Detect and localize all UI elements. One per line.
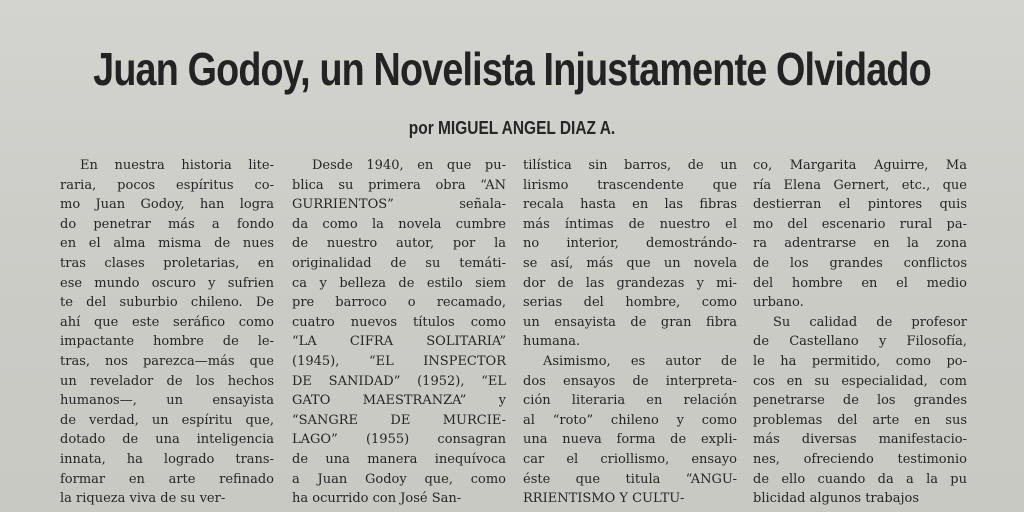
text-line: nes, ofreciendo testimonio xyxy=(753,451,967,467)
text-line: una nueva forma de expli- xyxy=(523,432,737,448)
text-line: de una manera inequívoca xyxy=(292,451,506,467)
text-line: ría Elena Gernert, etc., que xyxy=(753,177,967,193)
text-line: raria, pocos espíritus co- xyxy=(60,177,274,193)
text-line: En nuestra historia lite- xyxy=(80,158,274,173)
text-line: destierran el pintores quis xyxy=(753,197,967,213)
text-line: recala hasta en las fibras xyxy=(523,197,737,213)
text-line: de verdad, un espíritu que, xyxy=(60,412,274,428)
text-line: mo del escenario rural pa- xyxy=(753,216,967,232)
text-column-4 xyxy=(753,156,967,509)
paragraph xyxy=(753,313,967,509)
text-line: tilística sin barros, de un xyxy=(523,158,737,173)
text-line: GURRIENTOS” señala- xyxy=(292,197,506,213)
text-line: blica su primera obra “AN xyxy=(292,177,506,193)
text-line: se así, más que un novela xyxy=(523,255,737,271)
article-title: Juan Godoy, un Novelista Injustamente Olvidado xyxy=(93,43,931,95)
text-line: do penetrar más a fondo xyxy=(60,216,274,232)
text-line: dor de las grandezas y mi- xyxy=(523,275,737,291)
text-line: más íntimas de nuestro el xyxy=(523,216,737,232)
text-line: problemas del arte en sus xyxy=(753,412,967,428)
text-line: tras clases proletarias, en xyxy=(60,255,274,271)
text-line: a Juan Godoy que, como xyxy=(292,471,506,487)
text-line: GATO MAESTRANZA” y xyxy=(292,393,506,409)
paragraph xyxy=(60,156,274,509)
text-line: Desde 1940, en que pu- xyxy=(312,158,506,173)
text-line: “SANGRE DE MURCIE- xyxy=(292,412,506,428)
text-line: del hombre en el medio xyxy=(753,275,967,291)
text-column-2 xyxy=(292,156,506,509)
text-line: originalidad de su temáti- xyxy=(292,255,506,271)
text-line: cos en su especialidad, com xyxy=(753,373,967,389)
text-line: ca y belleza de estilo siem xyxy=(292,275,506,291)
text-line: co, Margarita Aguirre, Ma xyxy=(753,158,967,173)
paragraph xyxy=(753,156,967,313)
text-line: humana. xyxy=(523,334,581,350)
text-line: éste que titula “ANGU- xyxy=(523,471,737,487)
text-line: blicidad algunos trabajos xyxy=(753,491,919,507)
text-line: la riqueza viva de su ver- xyxy=(60,491,226,507)
text-column-1 xyxy=(60,156,274,509)
text-line: da como la novela cumbre xyxy=(292,216,506,232)
text-line: car el criollismo, ensayo xyxy=(523,451,737,467)
text-line: RRIENTISMO Y CULTU- xyxy=(523,491,685,507)
text-line: un revelador de los hechos xyxy=(60,373,274,389)
text-line: ra adentrarse en la zona xyxy=(753,236,967,252)
text-column-3 xyxy=(523,156,737,509)
text-line: ha ocurrido con José San- xyxy=(292,491,462,507)
text-line: ahí que este seráfico como xyxy=(60,314,274,330)
text-line: de Castellano y Filosofía, xyxy=(753,334,967,350)
text-line: urbano. xyxy=(753,295,804,311)
text-line: no interior, demostrándo- xyxy=(523,236,737,252)
text-line: impactante hombre de le- xyxy=(60,334,274,350)
text-line: innata, ha logrado trans- xyxy=(60,451,274,467)
text-line: ción literaria en relación xyxy=(523,393,737,409)
text-line: ese mundo oscuro y sufrien xyxy=(60,275,274,291)
paragraph xyxy=(292,156,506,509)
text-line: le ha permitido, como po- xyxy=(753,353,967,369)
text-line: LAGO” (1955) consagran xyxy=(292,432,506,448)
text-line: te del suburbio chileno. De xyxy=(60,295,274,311)
text-line: al “roto” chileno y como xyxy=(523,412,737,428)
text-line: pre barroco o recamado, xyxy=(292,295,506,311)
text-line: de nuestro autor, por la xyxy=(292,236,506,252)
text-line: tras, nos parezca—más que xyxy=(60,353,274,369)
text-line: Asimismo, es autor de xyxy=(543,353,737,369)
text-line: Su calidad de profesor xyxy=(773,314,967,330)
text-line: penetrarse de los grandes xyxy=(753,393,967,409)
text-line: serias del hombre, como xyxy=(523,295,737,311)
text-line: dotado de una inteligencia xyxy=(60,432,274,448)
text-line: de ello cuando da a la pu xyxy=(753,471,967,487)
text-line: de los grandes conflictos xyxy=(753,255,967,271)
text-line: DE SANIDAD” (1952), “EL xyxy=(292,373,506,389)
text-line: “LA CIFRA SOLITARIA” xyxy=(292,334,506,350)
text-line: en el alma misma de nues xyxy=(60,236,274,252)
text-line: humanos—, un ensayista xyxy=(60,393,274,409)
text-line: lirismo trascendente que xyxy=(523,177,737,193)
text-line: cuatro nuevos títulos como xyxy=(292,314,506,330)
text-line: dos ensayos de interpreta- xyxy=(523,373,737,389)
paragraph xyxy=(523,156,737,352)
text-line: (1945), “EL INSPECTOR xyxy=(292,353,506,369)
text-line: más diversas manifestacio- xyxy=(753,432,967,448)
text-line: formar en arte refinado xyxy=(60,471,274,487)
article-byline: por MIGUEL ANGEL DIAZ A. xyxy=(408,118,616,138)
paragraph xyxy=(523,352,737,509)
text-line: un ensayista de gran fibra xyxy=(523,314,737,330)
text-line: mo Juan Godoy, han logra xyxy=(60,197,274,213)
